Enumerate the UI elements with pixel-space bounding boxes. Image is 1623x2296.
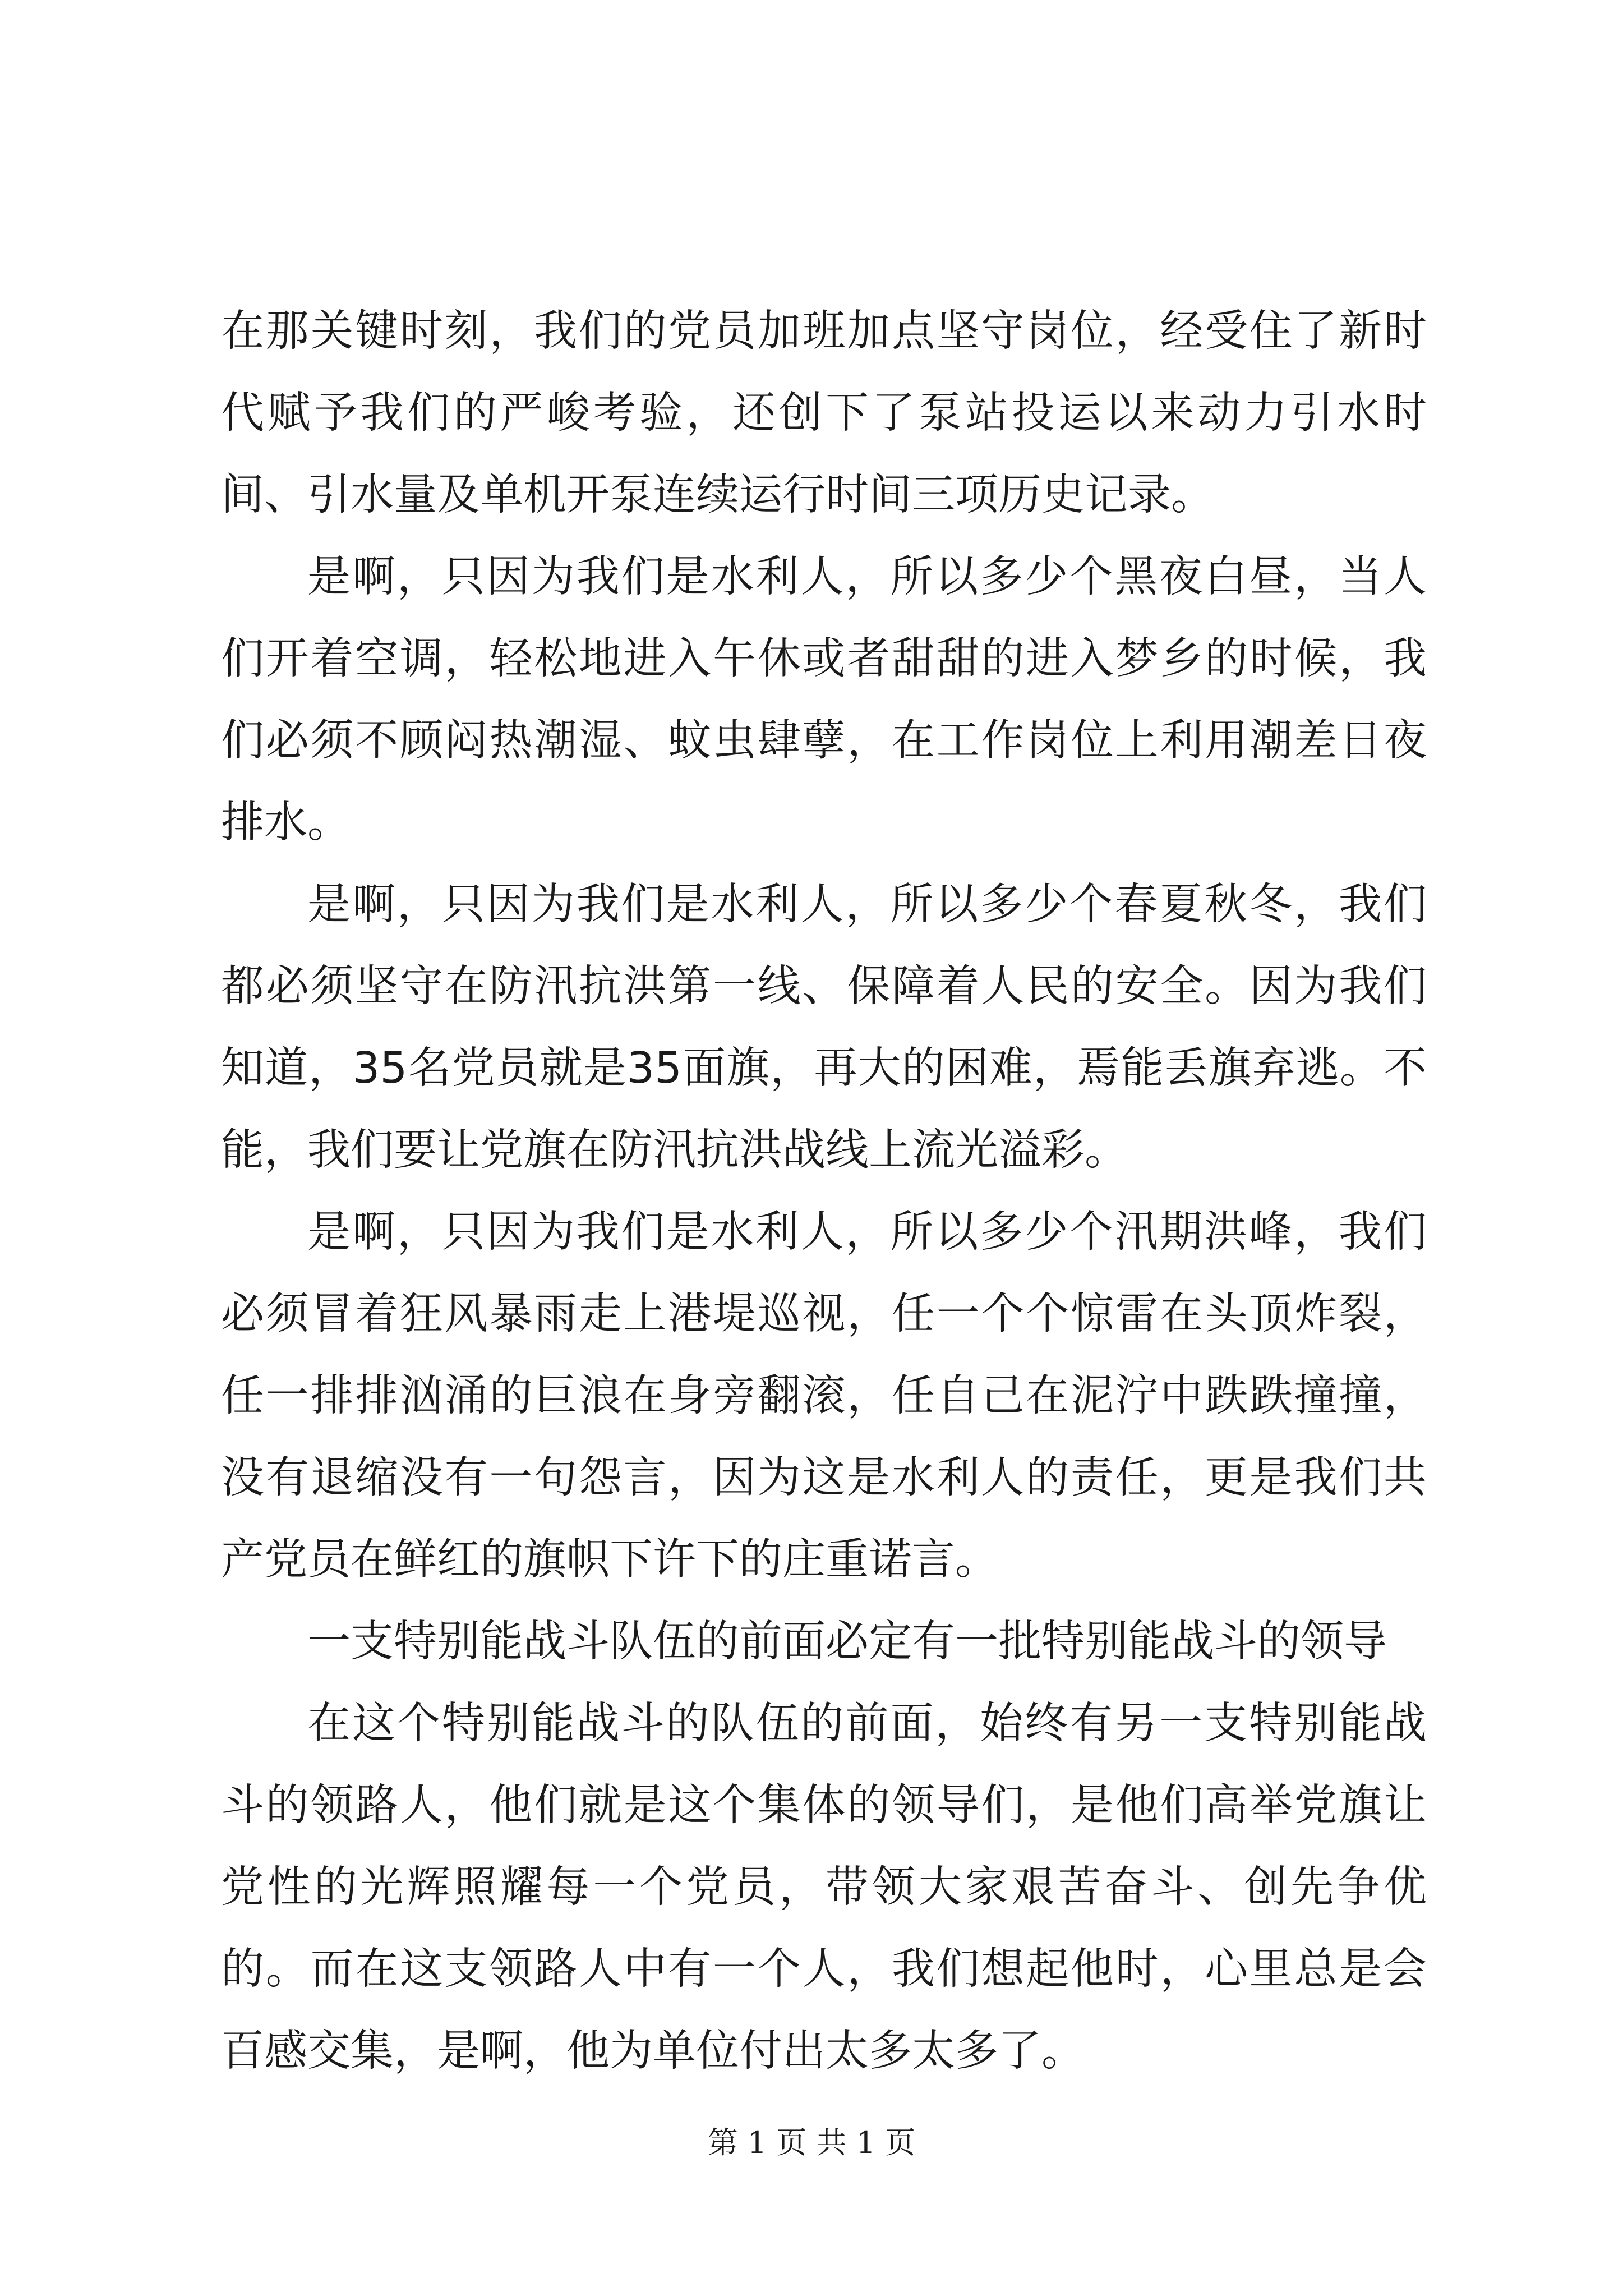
paragraph-3: 是啊，只因为我们是水利人，所以多少个春夏秋冬，我们都必须坚守在防汛抗洪第一线、保障着人民的安全。因为我们知道，35名党员就是35面旗，再大的困难，焉能丢旗弃逃。不能，我们要让党旗在防汛抗洪战线上流光溢彩。 [221,880,1427,1175]
paragraph-4: 是啊，只因为我们是水利人，所以多少个汛期洪峰，我们必须冒着狂风暴雨走上港堤巡视，任一个个惊雷在头顶炸裂，任一排排汹涌的巨浪在身旁翻滚，任自己在泥泞中跌跌撞撞，没有退缩没有一句怨言，因为这是水利人的责任，更是我们共产党员在鲜红的旗帜下许下的庄重诺言。 [221,1207,1427,1585]
paragraph-5: 在这个特别能战斗的队伍的前面，始终有另一支特别能战斗的领路人，他们就是这个集体的领导们，是他们高举党旗让党性的光辉照耀每一个党员，带领大家艰苦奋斗、创先争优的。而在这支领路人中有一个人，我们想起他时，心里总是会百感交集，是啊，他为单位付出太多太多了。 [221,1699,1427,2076]
paragraph-1: 在那关键时刻，我们的党员加班加点坚守岗位，经受住了新时代赋予我们的严峻考验，还创下了泵站投运以来动力引水时间、引水量及单机开泵连续运行时间三项历史记录。 [221,306,1427,520]
document-body [221,291,1427,2092]
page-footer: 第 1 页 共 1 页 [707,2125,916,2160]
section-heading: 一支特别能战斗队伍的前面必定有一批特别能战斗的领导 [307,1617,1387,1667]
paragraph-2: 是啊，只因为我们是水利人，所以多少个黑夜白昼，当人们开着空调，轻松地进入午休或者甜甜的进入梦乡的时候，我们必须不顾闷热潮湿、蚊虫肆孽，在工作岗位上利用潮差日夜排水。 [221,552,1427,848]
